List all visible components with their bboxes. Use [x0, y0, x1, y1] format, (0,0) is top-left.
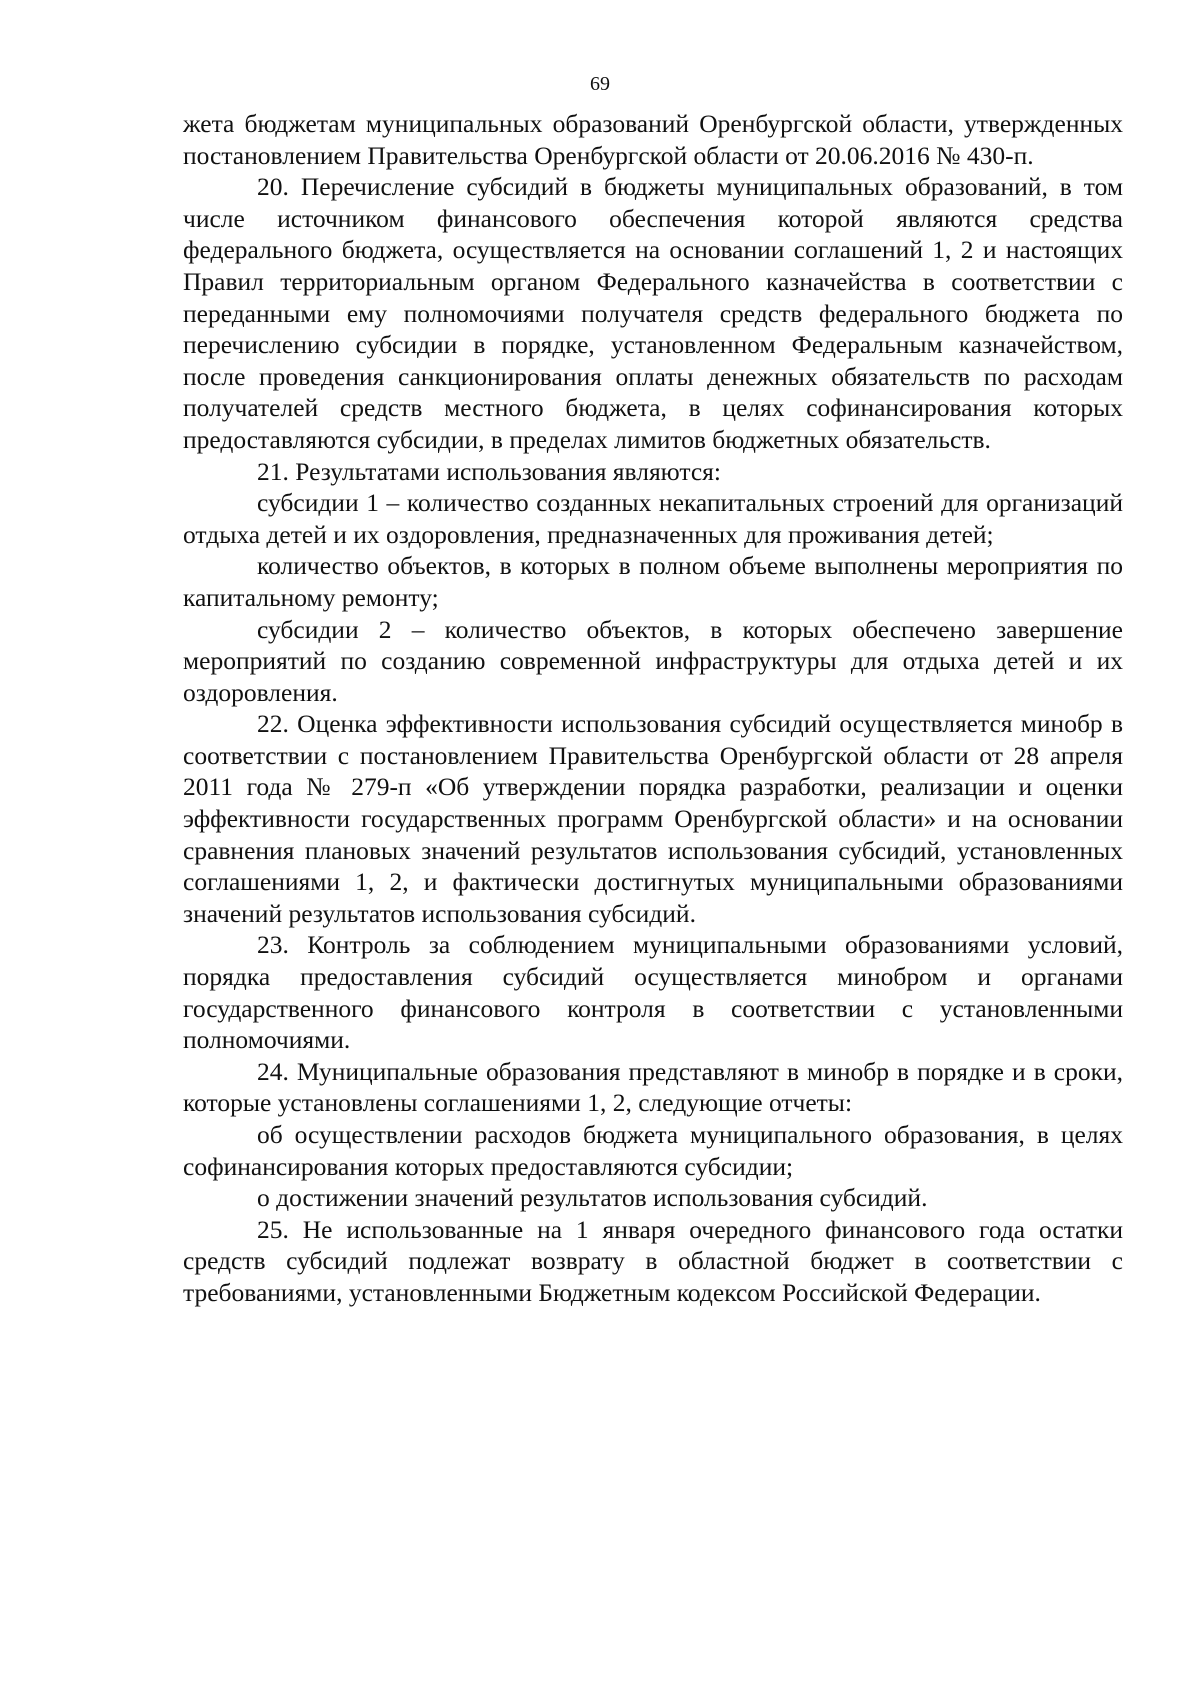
- paragraph-subsidy-1-result: субсидии 1 – количество созданных некапитальных строений для организаций отдыха детей и их оздоровления, предназначенных для проживания детей;: [183, 488, 1123, 549]
- paragraph-report-expenses: об осуществлении расходов бюджета муниципального образования, в целях софинансирования которых предоставляются субсидии;: [183, 1120, 1123, 1181]
- paragraph-continuation: жета бюджетам муниципальных образований Оренбургской области, утвержденных постановлением Правительства Оренбургской области от 20.06.2016 № 430-п.: [183, 109, 1123, 170]
- paragraph-item-21: 21. Результатами использования являются:: [257, 456, 721, 486]
- paragraph-item-23: 23. Контроль за соблюдением муниципальными образованиями условий, порядка предоставления субсидий осуществляется минобром и органами государственного финансового контроля в соответствии с установленными полномочиями.: [183, 930, 1123, 1055]
- paragraph-subsidy-2-result: субсидии 2 – количество объектов, в которых обеспечено завершение мероприятий по созданию современной инфраструктуры для отдыха детей и их оздоровления.: [183, 614, 1123, 707]
- paragraph-capital-repair-result: количество объектов, в которых в полном объеме выполнены мероприятия по капитальному ремонту;: [183, 551, 1123, 612]
- document-body: [183, 108, 1123, 1309]
- paragraph-item-20: 20. Перечисление субсидий в бюджеты муниципальных образований, в том числе источником финансового обеспечения которой являются средства федерального бюджета, осуществляется на основании соглашений 1, 2 и настоящих Правил территориальным органом Федерального казначейства в соответствии с переданными ему полномочиями получателя средств федерального бюджета по перечислению субсидии в порядке, установленном Федеральным казначейством, после проведения санкционирования оплаты денежных обязательств по расходам получателей средств местного бюджета, в целях софинансирования которых предоставляются субсидии, в пределах лимитов бюджетных обязательств.: [183, 172, 1123, 454]
- page-number: 69: [590, 73, 610, 95]
- paragraph-item-25: 25. Не использованные на 1 января очередного финансового года остатки средств субсидий подлежат возврату в областной бюджет в соответствии с требованиями, установленными Бюджетным кодексом Российской Федерации.: [183, 1214, 1123, 1307]
- paragraph-item-24: 24. Муниципальные образования представляют в минобр в порядке и в сроки, которые установлены соглашениями 1, 2, следующие отчеты:: [183, 1056, 1123, 1118]
- paragraph-report-results: о достижении значений результатов использования субсидий.: [257, 1183, 928, 1213]
- paragraph-item-22: 22. Оценка эффективности использования субсидий осуществляется минобр в соответствии с постановлением Правительства Оренбургской области от 28 апреля 2011 года № 279-п «Об утверждении порядка разработки, реализации и оценки эффективности государственных программ Оренбургской области» и на основании сравнения плановых значений результатов использования субсидий, установленных соглашениями 1, 2, и фактически достигнутых муниципальными образованиями значений результатов использования субсидий.: [183, 709, 1123, 928]
